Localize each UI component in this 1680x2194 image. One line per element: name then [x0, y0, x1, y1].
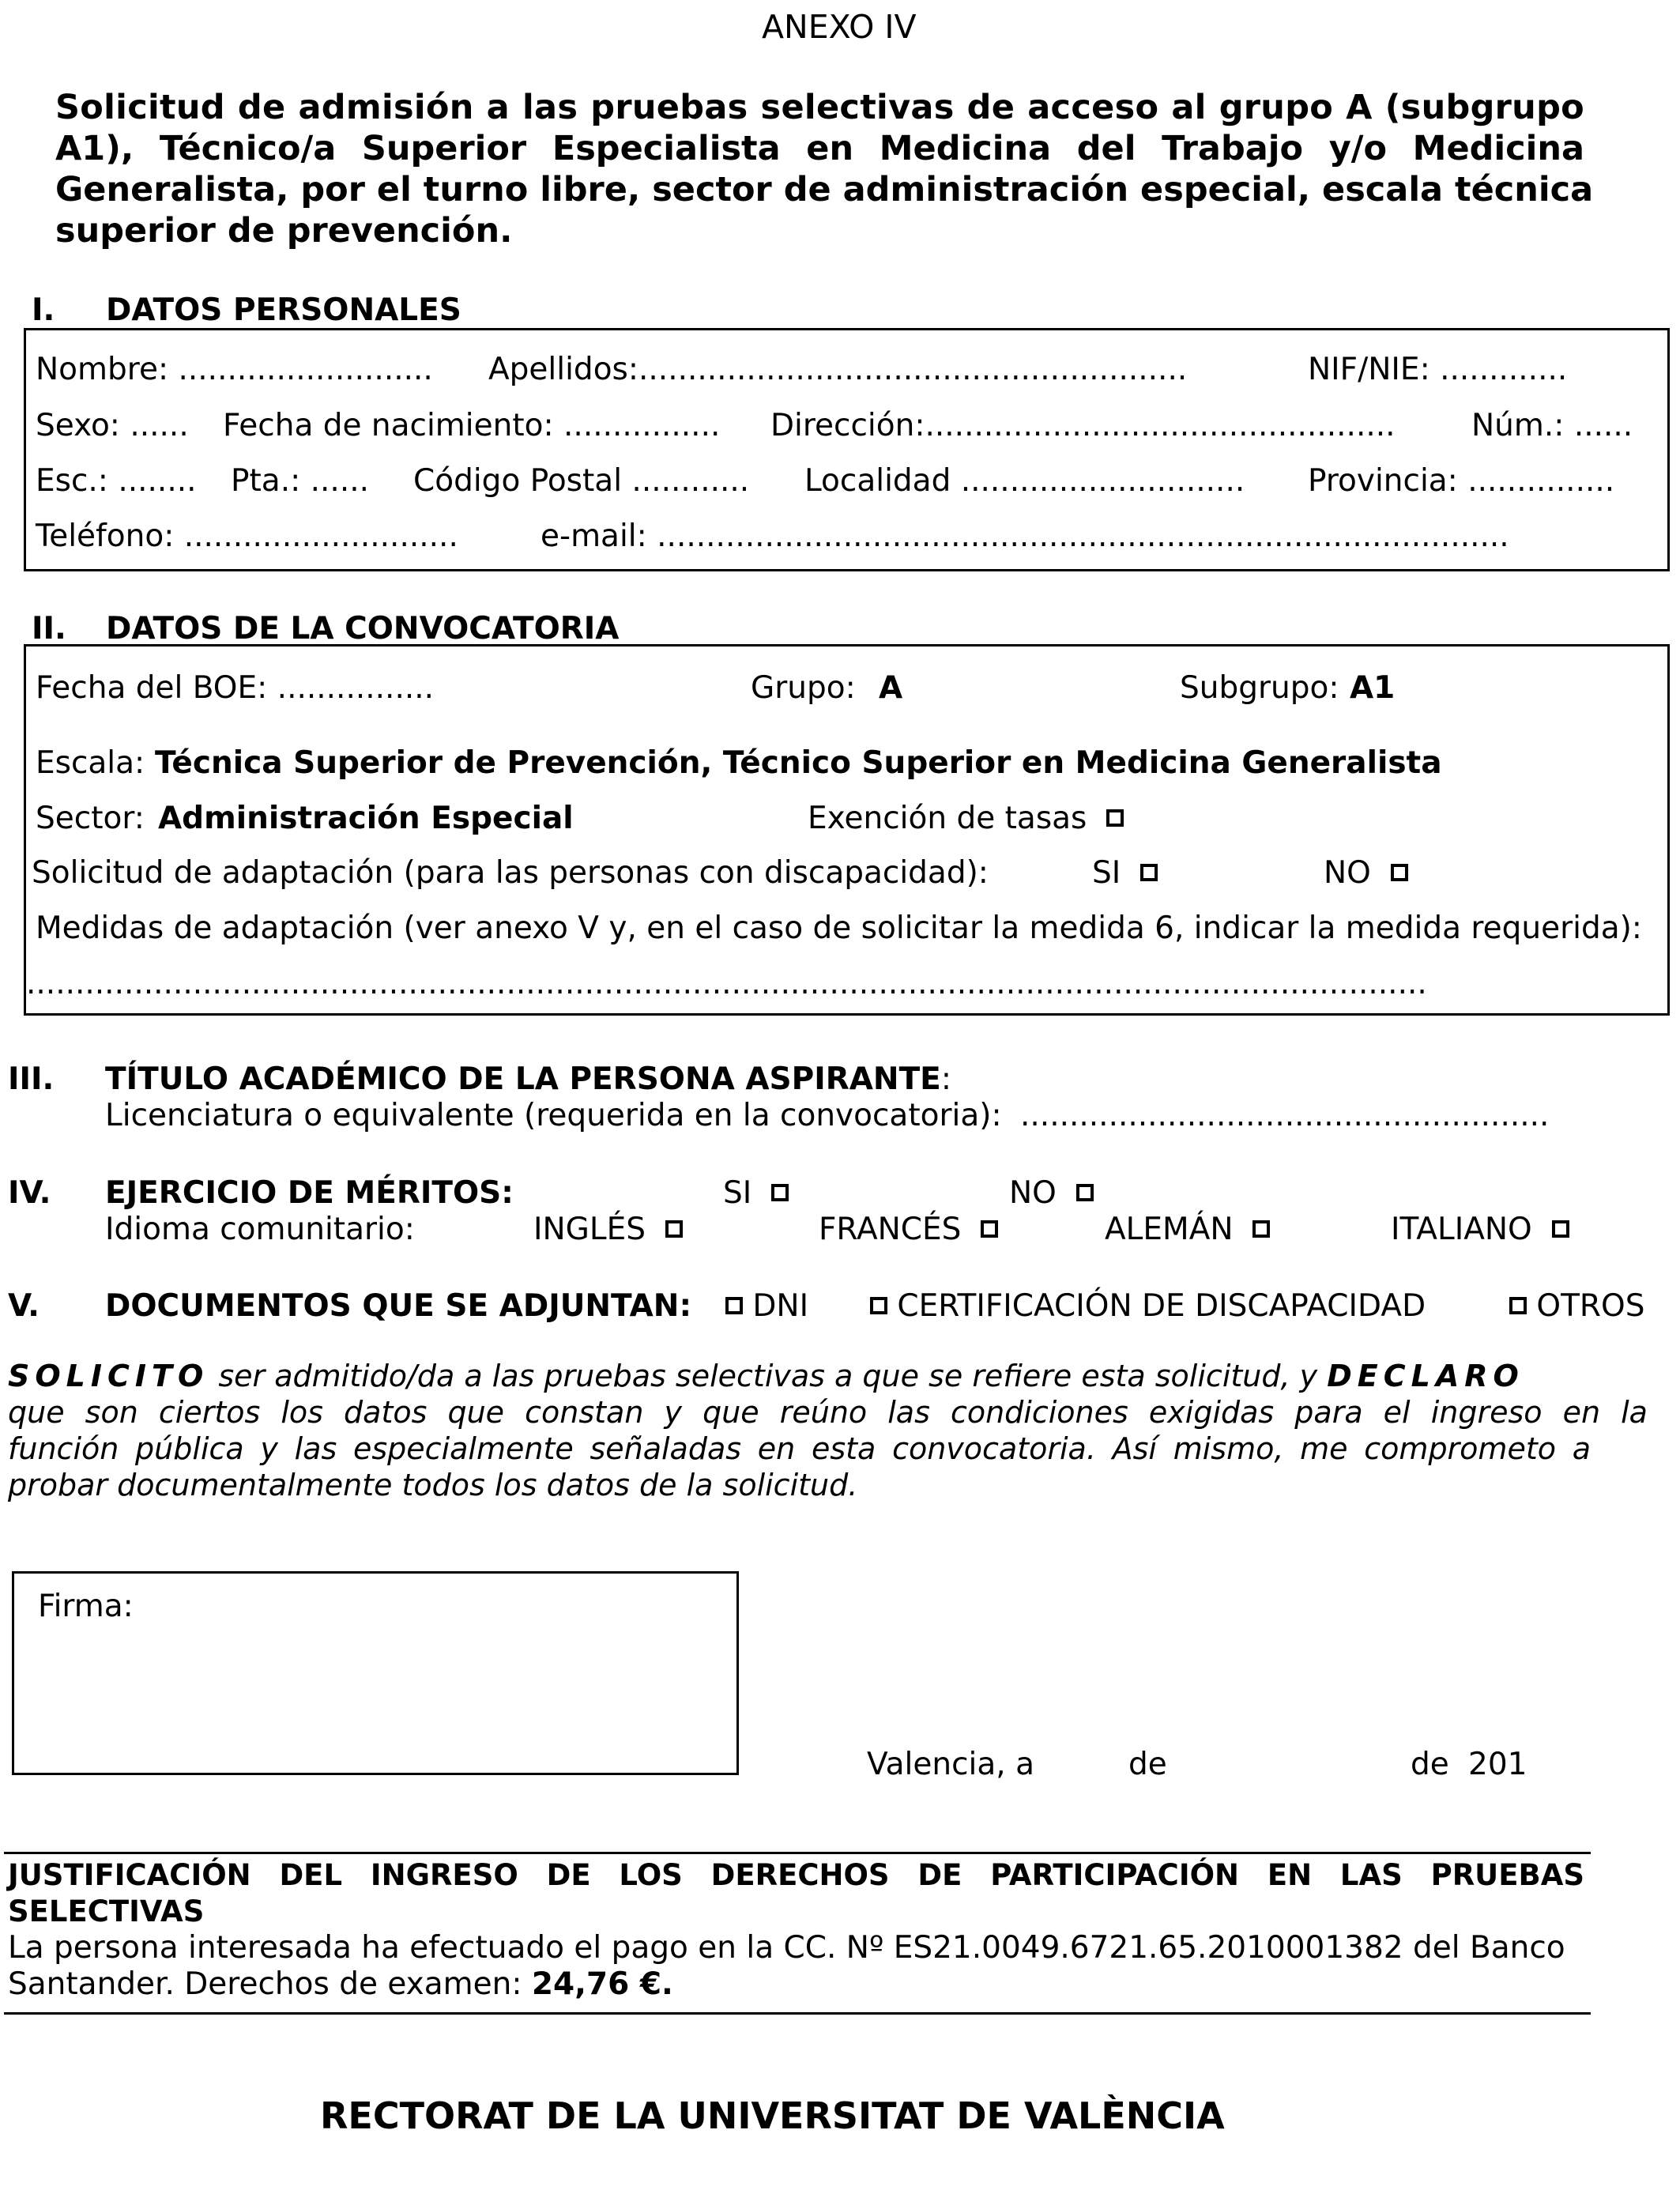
idioma-label: Idioma comunitario: [105, 1212, 415, 1247]
footer-rectorat: RECTORAT DE LA UNIVERSITAT DE VALÈNCIA [320, 2094, 1225, 2137]
firma-label: Firma: [38, 1589, 134, 1624]
puerta-field[interactable]: Pta.: ...... [231, 463, 370, 499]
telefono-field[interactable]: Teléfono: ............................ [36, 518, 458, 554]
date-de-1: de [1128, 1747, 1167, 1782]
doc-otros-option[interactable] [1509, 1288, 1644, 1325]
sector-label: Sector: [36, 801, 145, 836]
payment-text: Santander. Derechos de examen: [8, 1966, 532, 2002]
title-line: Generalista, por el turno libre, sector de administración especial, escala técnica [55, 170, 1594, 209]
declaration-line-2: que son ciertos los datos que constan y que reúno las condiciones exigidas para el ingreso en la [8, 1395, 1648, 1430]
exencion-tasas-label: Exención de tasas [808, 801, 1087, 836]
section-2-number: II. [32, 611, 66, 647]
section-3-title [105, 1061, 951, 1099]
title-line: A1), Técnico/a Superior Especialista en Medicina del Trabajo y/o Medicina [55, 129, 1584, 168]
medidas-field[interactable]: ............................................................................................................................................... [26, 966, 1427, 1001]
declaration-line-1 [8, 1358, 1591, 1394]
doc-discapacidad-option[interactable] [870, 1288, 1426, 1325]
doc-dni-label: DNI [752, 1288, 809, 1324]
lang-ingles-label: INGLÉS [533, 1212, 646, 1247]
lang-italiano-option[interactable] [1391, 1212, 1569, 1249]
exencion-tasas-option[interactable] [808, 801, 1124, 838]
grupo-label: Grupo: [751, 670, 856, 706]
declaration-line-4: probar documentalmente todos los datos de la solicitud. [8, 1468, 858, 1502]
meritos-si-option[interactable] [723, 1175, 789, 1212]
declaro-text: DECLARO [1327, 1359, 1524, 1393]
email-field[interactable]: e-mail: ....................................................................................... [541, 518, 1509, 554]
sector-value: Administración Especial [158, 801, 574, 836]
form-title [55, 87, 1594, 251]
payment-bottom-rule [4, 2012, 1591, 2015]
exencion-tasas-checkbox[interactable] [1106, 809, 1124, 827]
meritos-si-checkbox[interactable] [771, 1184, 789, 1201]
title-line: Solicitud de admisión a las pruebas selectivas de acceso al grupo A (subgrupo [55, 88, 1584, 127]
adaptacion-si-checkbox[interactable] [1140, 864, 1158, 881]
date-year: 201 [1468, 1747, 1527, 1782]
lang-ingles-checkbox[interactable] [665, 1220, 683, 1238]
localidad-field[interactable]: Localidad ............................. [804, 463, 1245, 499]
numero-field[interactable]: Núm.: ...... [1471, 408, 1633, 443]
licenciatura-label: Licenciatura o equivalente (requerida en la convocatoria): [105, 1098, 1002, 1133]
lang-frances-checkbox[interactable] [981, 1220, 998, 1238]
annex-title: ANEXO IV [762, 8, 917, 46]
payment-block [8, 1857, 1584, 2003]
escala-value: Técnica Superior de Prevención, Técnico Superior en Medicina Generalista [155, 745, 1442, 781]
payment-amount: 24,76 €. [531, 1966, 673, 2002]
payment-title-line-1: JUSTIFICACIÓN DEL INGRESO DE LOS DERECHOS DE PARTICIPACIÓN EN LAS PRUEBAS [8, 1858, 1584, 1892]
section-5-title: DOCUMENTOS QUE SE ADJUNTAN: [105, 1288, 692, 1324]
section-3-title-text: TÍTULO ACADÉMICO DE LA PERSONA ASPIRANTE [105, 1061, 941, 1097]
adaptacion-no-option[interactable] [1324, 855, 1408, 892]
fecha-boe-field[interactable]: Fecha del BOE: ................ [36, 670, 435, 706]
adaptacion-no-checkbox[interactable] [1391, 864, 1408, 881]
declaration [8, 1358, 1648, 1503]
meritos-no-option[interactable] [1009, 1175, 1094, 1212]
lang-italiano-checkbox[interactable] [1552, 1220, 1569, 1238]
licenciatura-field[interactable]: ...................................................... [1020, 1098, 1550, 1133]
payment-text-line-1: La persona interesada ha efectuado el pago en la CC. Nº ES21.0049.6721.65.2010001382 del Banco [8, 1930, 1565, 1966]
lang-aleman-label: ALEMÁN [1105, 1212, 1234, 1247]
title-line: superior de prevención. [55, 211, 513, 251]
doc-discapacidad-label: CERTIFICACIÓN DE DISCAPACIDAD [897, 1288, 1426, 1324]
section-2-title: DATOS DE LA CONVOCATORIA [106, 611, 620, 647]
doc-dni-checkbox[interactable] [725, 1297, 743, 1314]
section-1-title: DATOS PERSONALES [106, 292, 461, 328]
doc-otros-checkbox[interactable] [1509, 1297, 1527, 1314]
place-label: Valencia, a [867, 1747, 1034, 1782]
grupo-value: A [879, 670, 903, 706]
payment-text-line-2 [8, 1966, 1584, 2003]
provincia-field[interactable]: Provincia: ............... [1308, 463, 1615, 499]
lang-italiano-label: ITALIANO [1391, 1212, 1532, 1247]
sexo-field[interactable]: Sexo: ...... [36, 408, 189, 443]
adaptacion-si-label: SI [1092, 855, 1121, 891]
section-5-number: V. [8, 1288, 40, 1324]
adaptacion-label: Solicitud de adaptación (para las personas con discapacidad): [32, 855, 989, 891]
section-1-number: I. [32, 292, 55, 328]
subgrupo-label: Subgrupo: [1180, 670, 1339, 706]
lang-ingles-option[interactable] [533, 1212, 683, 1249]
nif-field[interactable]: NIF/NIE: ............. [1308, 352, 1568, 387]
subgrupo-value: A1 [1350, 670, 1396, 706]
meritos-no-label: NO [1009, 1175, 1057, 1211]
apellidos-field[interactable]: Apellidos:........................................................ [488, 352, 1188, 387]
section-3-colon: : [940, 1061, 951, 1097]
section-4-title: EJERCICIO DE MÉRITOS: [105, 1175, 514, 1211]
escalera-field[interactable]: Esc.: ........ [36, 463, 197, 499]
solicito-text: SOLICITO [8, 1359, 209, 1393]
meritos-si-label: SI [723, 1175, 752, 1211]
fecha-nacimiento-field[interactable]: Fecha de nacimiento: ................ [223, 408, 721, 443]
nombre-field[interactable]: Nombre: .......................... [36, 352, 433, 387]
section-4-number: IV. [8, 1175, 51, 1211]
adaptacion-no-label: NO [1324, 855, 1371, 891]
lang-aleman-checkbox[interactable] [1252, 1220, 1270, 1238]
payment-title-line-2: SELECTIVAS [8, 1894, 205, 1928]
payment-top-rule [4, 1852, 1591, 1854]
lang-aleman-option[interactable] [1105, 1212, 1270, 1249]
doc-discapacidad-checkbox[interactable] [870, 1297, 887, 1314]
doc-otros-label: OTROS [1536, 1288, 1645, 1324]
escala-label: Escala: [36, 745, 145, 781]
codigo-postal-field[interactable]: Código Postal ............ [413, 463, 750, 499]
lang-frances-label: FRANCÉS [819, 1212, 962, 1247]
declaration-part1: ser admitido/da a las pruebas selectivas a que se refiere esta solicitud, y [209, 1359, 1328, 1393]
declaration-line-3: función pública y las especialmente señaladas en esta convocatoria. Así mismo, me comprometo a [8, 1431, 1591, 1466]
lang-frances-option[interactable] [819, 1212, 998, 1249]
section-3-number: III. [8, 1061, 55, 1097]
doc-dni-option[interactable] [725, 1288, 808, 1325]
medidas-label: Medidas de adaptación (ver anexo V y, en el caso de solicitar la medida 6, indicar la medida requerida): [36, 910, 1642, 946]
date-de-2: de [1411, 1747, 1449, 1782]
adaptacion-si-option[interactable] [1092, 855, 1158, 892]
direccion-field[interactable]: Dirección:................................................ [770, 408, 1396, 443]
meritos-no-checkbox[interactable] [1076, 1184, 1094, 1201]
